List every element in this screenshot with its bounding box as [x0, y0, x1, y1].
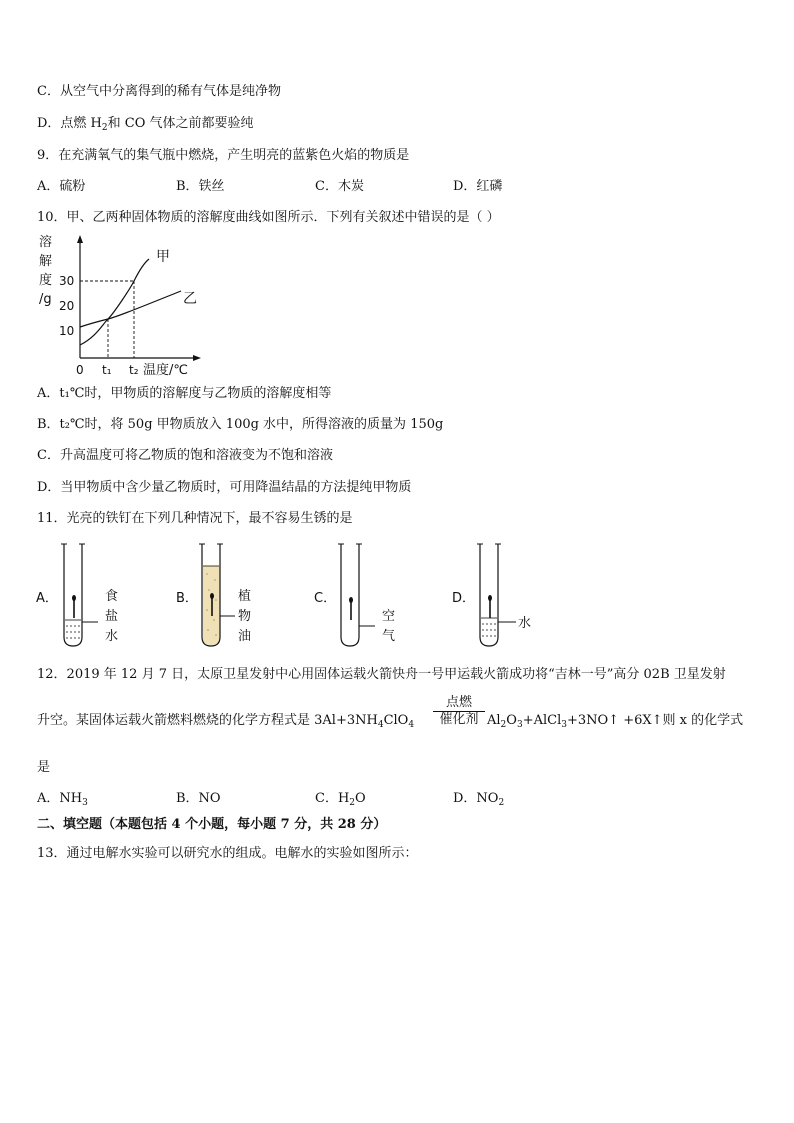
q12-option-c: C．$H_2O$: [315, 791, 366, 808]
origin-label: 0: [76, 363, 84, 377]
q12-option-a: A．$NH_3$: [37, 791, 88, 808]
series-yi-curve: [80, 291, 181, 327]
question-12-products: $Al_2O_3+AlCl_3+3NO↑$ +6X↑则 x 的化学式: [487, 713, 744, 730]
q12-option-b: B．NO: [176, 791, 221, 806]
question-11: 11．光亮的铁钉在下列几种情况下，最不容易生锈的是: [37, 511, 353, 526]
option-d-text: D．点燃 $H_2$和 CO 气体之前都要验纯: [37, 116, 254, 133]
tube-c-label: C．: [314, 591, 337, 606]
tube-d-label: D．: [452, 591, 476, 606]
tube-a-label: A．: [36, 591, 58, 606]
question-12-line1: 12．2019 年 12 月 7 日，太原卫星发射中心用固体运载火箭快舟一号甲运载火箭成功将“吉林一号”高分 02B 卫星发射: [37, 667, 726, 682]
q10-option-d: D．当甲物质中含少量乙物质时，可用降温结晶的方法提纯甲物质: [37, 480, 412, 495]
y-tick-30: 30: [59, 274, 75, 288]
x-label: 温度/℃: [143, 363, 188, 378]
condition-catalyst: 催化剂: [439, 712, 479, 727]
tube-d-text: 水: [518, 616, 532, 631]
series-yi-label: 乙: [183, 291, 197, 307]
y-label-2: 解: [39, 254, 53, 269]
condition-ignite: 点燃: [433, 695, 485, 712]
q9-option-a: A．硫粉: [37, 179, 86, 194]
tube-a-text-3: 水: [105, 629, 119, 644]
series-jia-label: 甲: [156, 249, 170, 265]
tube-c: [341, 544, 359, 646]
y-tick-10: 10: [59, 324, 75, 338]
tube-a-text-1: 食: [105, 589, 119, 604]
y-label-1: 溶: [39, 235, 53, 250]
q9-option-d: D．红磷: [453, 179, 503, 194]
reaction-condition: [433, 695, 485, 728]
solubility-chart: [36, 233, 206, 379]
q10-option-b: B．t₂℃时，将 50g 甲物质放入 100g 水中，所得溶液的质量为 150g: [37, 417, 444, 432]
tube-b-text-2: 物: [238, 609, 252, 624]
question-13: 13．通过电解水实验可以研究水的组成。电解水的实验如图所示：: [37, 846, 418, 861]
y-label-4: /g: [39, 292, 52, 307]
q9-option-b: B．铁丝: [176, 179, 225, 194]
y-axis-arrow: [77, 235, 83, 243]
tube-b-text-1: 植: [238, 589, 252, 604]
tube-a: [64, 544, 82, 646]
question-12-equation: 升空。某固体运载火箭燃料燃烧的化学方程式是 $3Al+3NH_4ClO_4$: [37, 713, 415, 730]
question-12-line3: 是: [37, 760, 51, 775]
q10-option-c: C．升高温度可将乙物质的饱和溶液变为不饱和溶液: [37, 448, 333, 463]
q12-option-d: D．$NO_2$: [453, 791, 505, 808]
question-9: 9．在充满氧气的集气瓶中燃烧，产生明亮的蓝紫色火焰的物质是: [37, 148, 410, 163]
x-tick-t2: t₂: [129, 363, 139, 377]
question-10: 10．甲、乙两种固体物质的溶解度曲线如图所示．下列有关叙述中错误的是（ ）: [37, 210, 500, 225]
q9-option-c: C．木炭: [315, 179, 364, 194]
q10-option-a: A．t₁℃时，甲物质的溶解度与乙物质的溶解度相等: [37, 386, 332, 401]
tube-a-salt-water-liquid: [65, 620, 81, 638]
tube-b-text-3: 油: [238, 629, 252, 644]
tube-b-label: B．: [176, 591, 198, 606]
x-tick-t1: t₁: [102, 363, 112, 377]
tube-a-text-2: 盐: [105, 609, 119, 624]
tube-d-water-liquid: [481, 618, 497, 636]
tube-d: [480, 544, 498, 646]
option-c-text: C．从空气中分离得到的稀有气体是纯净物: [37, 84, 281, 99]
test-tubes-figure: [30, 540, 560, 652]
tube-c-text-2: 气: [382, 629, 396, 644]
x-axis-arrow: [193, 355, 201, 361]
y-label-3: 度: [39, 273, 53, 288]
section-2-heading: 二、填空题（本题包括 4 个小题，每小题 7 分，共 28 分）: [37, 817, 387, 832]
tube-c-text-1: 空: [382, 609, 396, 624]
y-tick-20: 20: [59, 299, 75, 313]
series-jia-curve: [80, 259, 149, 345]
